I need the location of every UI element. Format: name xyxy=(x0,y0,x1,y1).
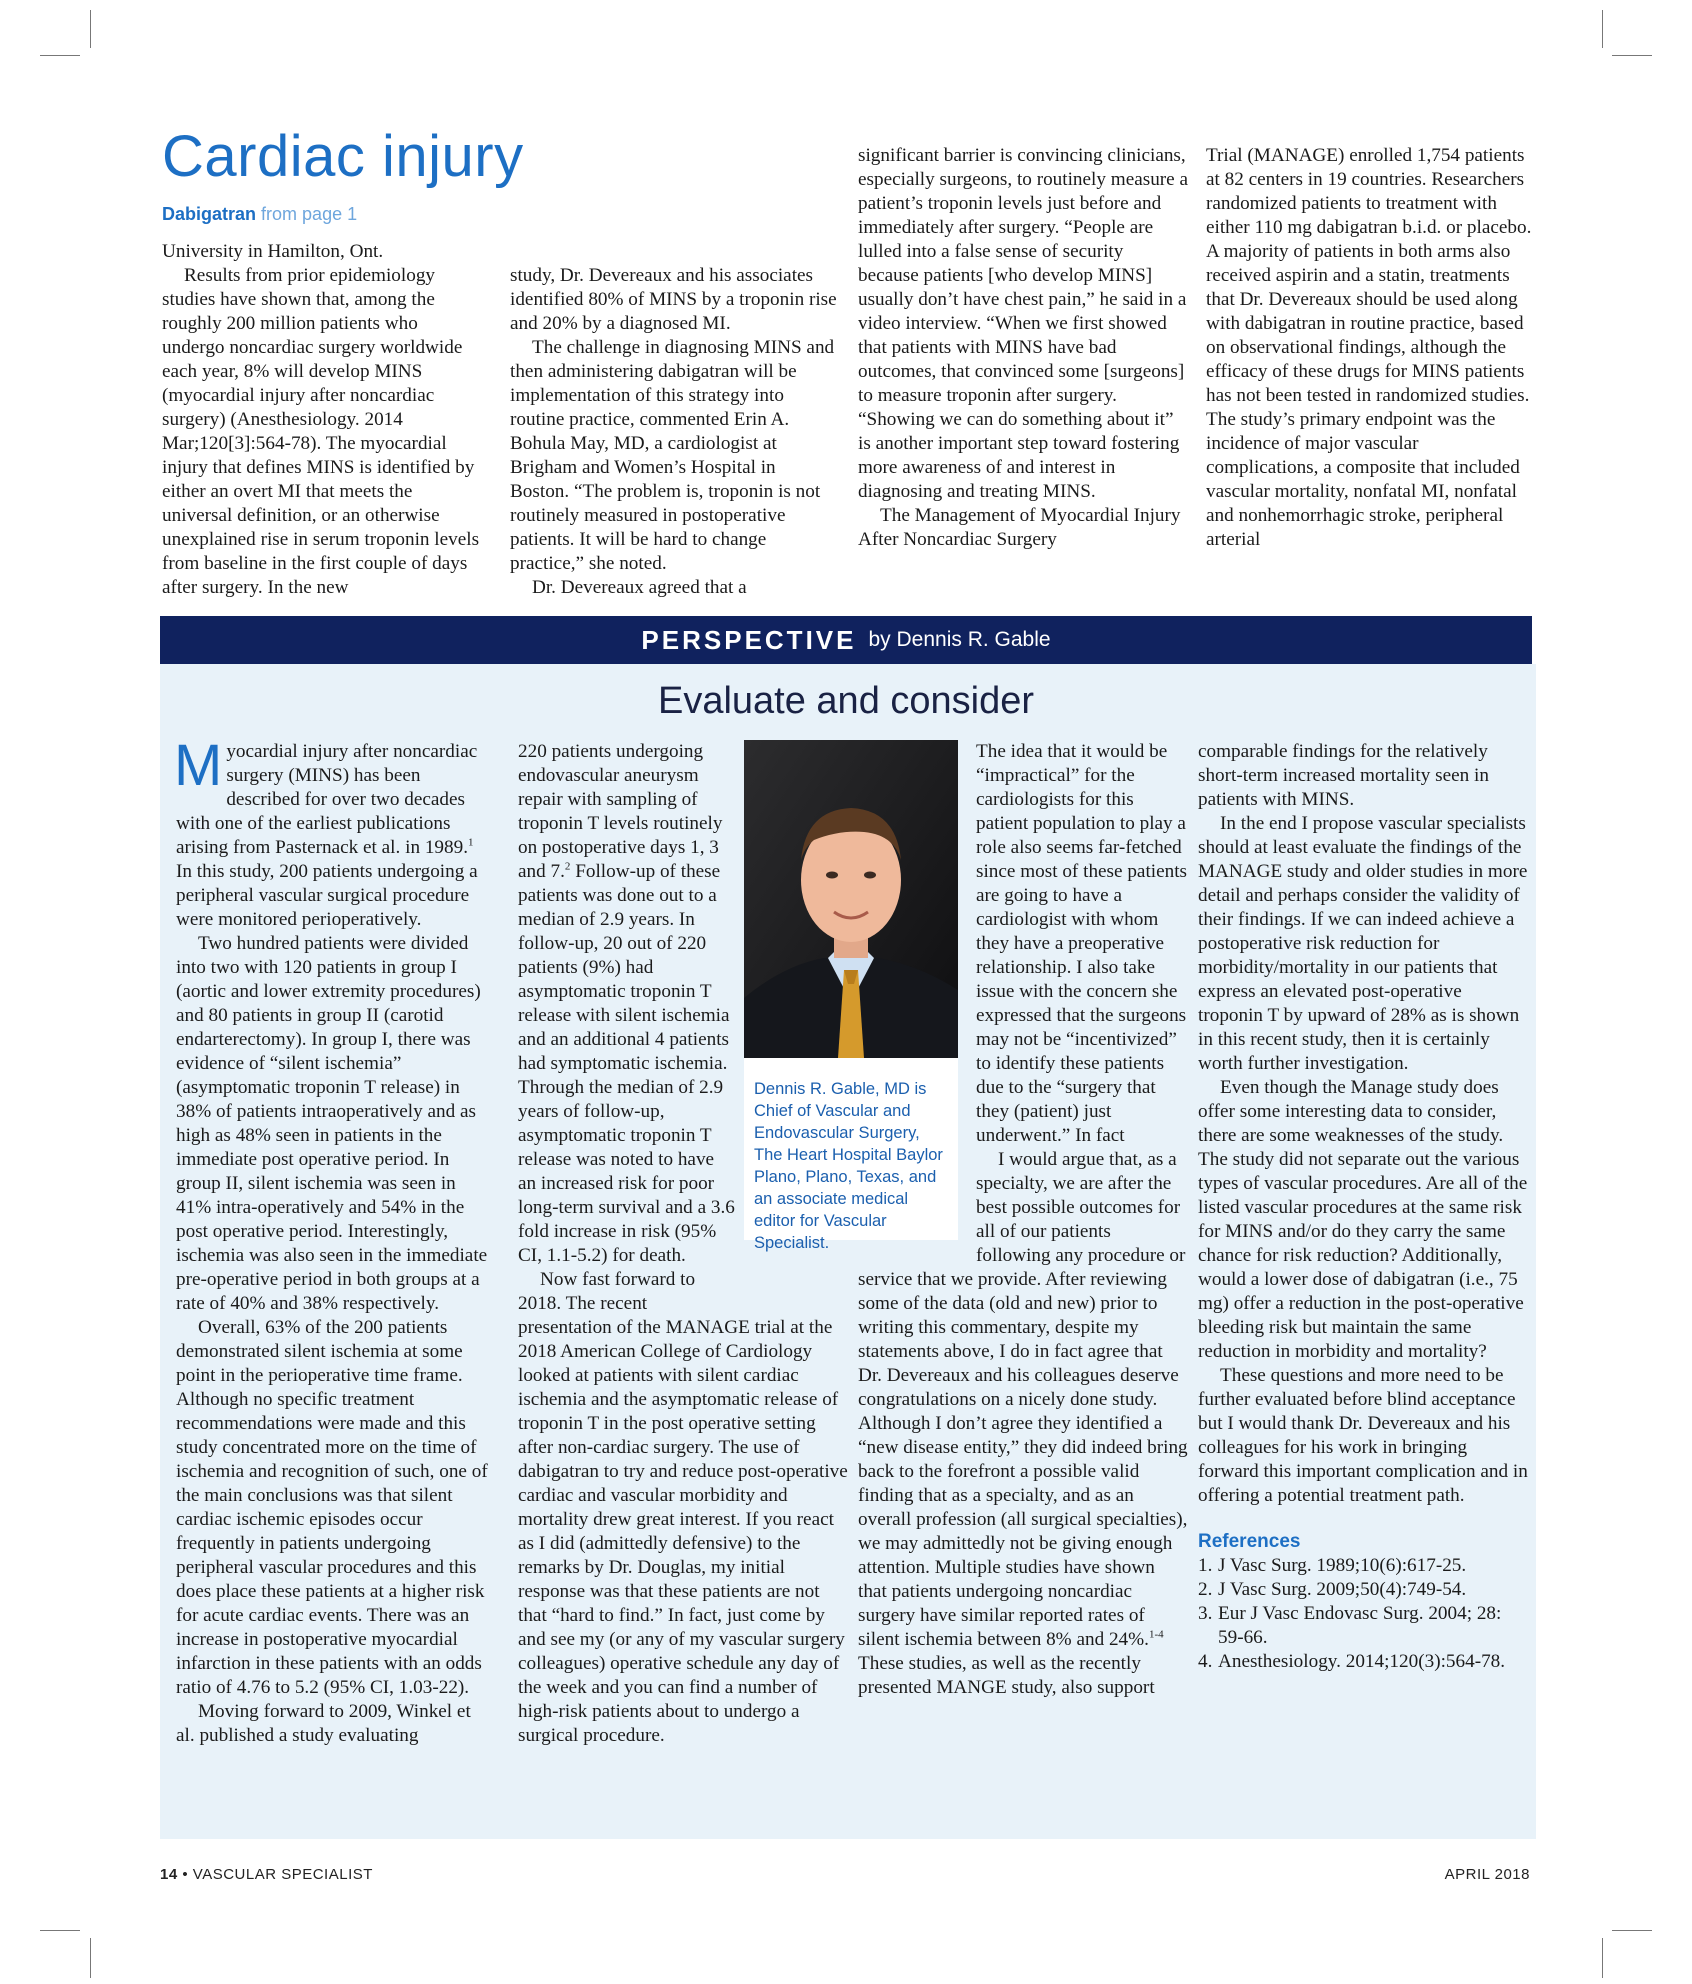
perspective-text: I would argue that, as a specialty, we are after the best possible outcomes for all of our patients following any procedure or service that we provide. After reviewing some of the data (old and new) prior to writing this commentary, despite my statements above, I do in fact agree that Dr. Devereaux and his colleagues deserve congratulations on a nicely done study. Although I don’t agree they identified a “new disease entity,” they did indeed bring back to the forefront a possible valid finding that as a specialty, and as an overall profession (all surgical specialties), we may admittedly not be giving enough attention. Multiple studies have shown that patients undergoing noncardiac surgery have similar reported rates of silent ischemia between 8% and 24%. xyxy=(858,1149,1188,1650)
perspective-paragraph: Now fast forward to 2018. The recent presentation of the MANAGE trial at the 2018 American College of Cardiology looked at patients with silent cardiac ischemia and the asymptomatic release of troponin T in the post operative setting after non-cardiac surgery. The use of dabigatran to try and reduce post-operative cardiac and vascular morbidity and mortality drew great interest. If you react as I did (admittedly defensive) to the remarks by Dr. Douglas, my initial response was that these patients are not that “hard to find.” In fact, just come by and see my (or any of my vascular surgery colleagues) operative schedule any day of the week and you can find a number of high-risk patients about to undergo a surgical procedure. xyxy=(518,1269,848,1746)
reference-item xyxy=(1198,1650,1528,1674)
perspective-paragraph: Moving forward to 2009, Winkel et al. published a study evaluating xyxy=(176,1701,471,1746)
perspective-text: These studies, as well as the recently presented MANGE study, also support xyxy=(858,1653,1155,1698)
perspective-banner xyxy=(160,616,1532,664)
reference-text: Eur J Vasc Endovasc Surg. 2004; 28: 59-66. xyxy=(1218,1603,1502,1648)
jump-line-source: Dabigatran xyxy=(162,204,257,224)
reference-item xyxy=(1198,1578,1528,1602)
perspective-paragraph: Even though the Manage study does offer some interesting data to consider, there are some weaknesses of the study. The study did not separate out the various types of vascular procedures. Are all of the listed vascular procedures at the same risk for MINS and/or do they carry the same chance for risk reduction? Additionally, would a lower dose of dabigatran (i.e., 75 mg) offer a reduction in the post-operative bleeding risk but maintain the same reduction in morbidity and mortality? xyxy=(1198,1077,1528,1362)
crop-mark xyxy=(90,1938,91,1978)
reference-item xyxy=(1198,1554,1528,1578)
author-photo xyxy=(744,740,958,1058)
crop-mark xyxy=(1612,55,1652,56)
photo-caption: Dennis R. Gable, MD is Chief of Vascular and Endovascular Surgery, The Heart Hospital Baylor Plano, Plano, Texas, and an associate medical editor for Vascular Specialist. xyxy=(754,1080,943,1252)
reference-number: 4. xyxy=(1198,1651,1213,1672)
page-footer-left xyxy=(160,1866,373,1883)
perspective-title: Evaluate and consider xyxy=(657,680,1035,722)
perspective-paragraph: comparable findings for the relatively short-term increased mortality seen in patients with MINS. xyxy=(1198,741,1489,810)
perspective-text: 220 patients undergoing endovascular aneurysm repair with sampling of troponin T levels routinely on postoperative days 1, 3 and 7. xyxy=(518,741,723,882)
reference-number: 3. xyxy=(1198,1603,1213,1624)
article-paragraph: study, Dr. Devereaux and his associates identified 80% of MINS by a troponin rise and 20% by a diagnosed MI. xyxy=(510,265,837,334)
article-column-2 xyxy=(510,264,838,600)
article-paragraph: Results from prior epidemiology studies have shown that, among the roughly 200 million patients who undergo noncardiac surgery worldwide each year, 8% will develop MINS (myocardial injury after noncardiac surgery) (Anesthesiology. 2014 Mar;120[3]:564-78). The myocardial injury that defines MINS is identified by either an overt MI that meets the universal definition, or an otherwise unexplained rise in serum troponin levels from baseline in the first couple of days after surgery. In the new xyxy=(162,265,480,598)
article-column-4 xyxy=(1206,144,1532,552)
reference-item xyxy=(1198,1602,1528,1650)
crop-mark xyxy=(1602,10,1603,48)
citation-marker: 2 xyxy=(564,860,571,873)
reference-number: 1. xyxy=(1198,1555,1213,1576)
article-column-1 xyxy=(162,240,482,600)
article-paragraph: The challenge in diagnosing MINS and then administering dabigatran will be implementation of this strategy into routine practice, commented Erin A. Bohula May, MD, a cardiologist at Brigham and Women’s Hospital in Boston. “The problem is, troponin is not routinely measured in postoperative patients. It will be hard to change practice,” she noted. xyxy=(510,337,835,574)
reference-text: Anesthesiology. 2014;120(3):564-78. xyxy=(1218,1651,1506,1672)
citation-marker: 1 xyxy=(468,836,474,849)
reference-text: J Vasc Surg. 1989;10(6):617-25. xyxy=(1218,1555,1467,1576)
crop-mark xyxy=(1602,1938,1603,1978)
reference-text: J Vasc Surg. 2009;50(4):749-54. xyxy=(1218,1579,1467,1600)
publication-name: VASCULAR SPECIALIST xyxy=(192,1866,373,1883)
perspective-text: In this study, 200 patients undergoing a peripheral vascular surgical procedure were monitored perioperatively. xyxy=(176,861,478,930)
perspective-text: yocardial injury after noncardiac surgery (MINS) has been described for over two decades with one of the earliest publications arising from Pasternack et al. in 1989. xyxy=(176,741,478,858)
reference-number: 2. xyxy=(1198,1579,1213,1600)
page-number: 14 xyxy=(160,1866,178,1883)
crop-mark xyxy=(40,55,80,56)
article-headline: Cardiac injury xyxy=(162,124,524,189)
perspective-paragraph: In the end I propose vascular specialists should at least evaluate the findings of the MANAGE study and older studies in more detail and perhaps consider the validity of their findings. If we can indeed achieve a postoperative risk reduction for morbidity/mortality in our patients that express an elevated post-operative troponin T by upward of 28% as is shown in this recent study, then it is certainly worth further investigation. xyxy=(1198,813,1528,1074)
jump-line[interactable] xyxy=(162,204,357,225)
footer-bullet: • xyxy=(182,1866,189,1883)
perspective-column-1 xyxy=(174,733,494,1748)
jump-line-page: from page 1 xyxy=(261,204,358,224)
perspective-kicker: PERSPECTIVE xyxy=(641,624,857,655)
issue-date: APRIL 2018 xyxy=(1444,1866,1530,1883)
article-paragraph: University in Hamilton, Ont. xyxy=(162,241,384,262)
perspective-paragraph: Two hundred patients were divided into two with 120 patients in group I (aortic and lower extremity procedures) and 80 patients in group II (carotid endarterectomy). In group I, there was evidence of “silent ischemia” (asymptomatic troponin T release) in 38% of patients intraoperatively and as high as 48% seen in patients in the immediate post operative period. In group II, silent ischemia was seen in 41% intra-operatively and 54% in the post operative period. Interestingly, ischemia was also seen in the immediate pre-operative period in both groups at a rate of 40% and 38% respectively. xyxy=(176,933,488,1314)
article-column-3 xyxy=(858,144,1188,552)
perspective-paragraph: These questions and more need to be further evaluated before blind acceptance but I would thank Dr. Devereaux and his colleagues for his work in bringing forward this important complication and in offering a potential treatment path. xyxy=(1198,1365,1528,1506)
article-paragraph: significant barrier is convincing clinicians, especially surgeons, to routinely measure a patient’s troponin levels just before and immediately after surgery. “People are lulled into a false sense of security because patients [who develop MINS] usually don’t have chest pain,” he said in a video interview. “When we first showed that patients with MINS have bad outcomes, that convinced some [surgeons] to measure troponin after surgery. “Showing we can do something about it” is another important step toward fostering more awareness of and interest in diagnosing and treating MINS. xyxy=(858,145,1189,502)
perspective-paragraph: The idea that it would be “impractical” for the cardiologists for this patient population to play a role also seems far-fetched since most of these patients are going to have a cardiologist with whom they have a preoperative relationship. I also take issue with the concern she expressed that the surgeons may not be “incentivized” to identify these patients due to the “surgery that they (patient) just underwent.” In fact xyxy=(976,741,1188,1146)
article-paragraph: Trial (MANAGE) enrolled 1,754 patients at 82 centers in 19 countries. Researchers randomized patients to treatment with either 110 mg dabigatran b.i.d. or placebo. A majority of patients in both arms also received aspirin and a statin, treatments that Dr. Devereaux should be used along with dabigatran in routine practice, based on observational findings, although the efficacy of these drugs for MINS patients has not been tested in randomized studies. The study’s primary endpoint was the incidence of major vascular complications, a composite that included vascular mortality, nonfatal MI, nonfatal and nonhemorrhagic stroke, peripheral arterial xyxy=(1206,145,1532,550)
perspective-paragraph: Overall, 63% of the 200 patients demonstrated silent ischemia at some point in the perioperative time frame. Although no specific treatment recommendations were made and this study concentrated more on the time of ischemia and recognition of such, one of the main conclusions was that silent cardiac ischemic episodes occur frequently in patients undergoing peripheral vascular procedures and this does place these patients at a higher risk for acute cardiac events. There was an increase in postoperative myocardial infarction in these patients with an odds ratio of 4.76 to 5.2 (95% CI, 1.03-22). xyxy=(176,1317,488,1698)
article-paragraph: The Management of Myocardial Injury After Noncardiac Surgery xyxy=(858,505,1181,550)
crop-mark xyxy=(40,1930,80,1931)
crop-mark xyxy=(1612,1930,1652,1931)
drop-cap: M xyxy=(174,733,223,798)
crop-mark xyxy=(90,10,91,48)
article-paragraph: Dr. Devereaux agreed that a xyxy=(532,577,747,598)
references-heading: References xyxy=(1198,1531,1301,1552)
perspective-byline: by Dennis R. Gable xyxy=(868,628,1051,651)
perspective-text: Follow-up of these patients was done out to a median of 2.9 years. In follow-up, 20 out of 220 patients (9%) had asymptomatic troponin T release with silent ischemia and an additional 4 patients had symptomatic ischemia. Through the median of 2.9 years of follow-up, asymptomatic troponin T release was noted to have an increased risk for poor long-term survival and a 3.6 fold increase in risk (95% CI, 1.1-5.2) for death. xyxy=(518,861,735,1266)
perspective-paragraph xyxy=(174,733,494,932)
citation-marker: 1-4 xyxy=(1148,1628,1164,1641)
perspective-column-4 xyxy=(1198,740,1528,1674)
